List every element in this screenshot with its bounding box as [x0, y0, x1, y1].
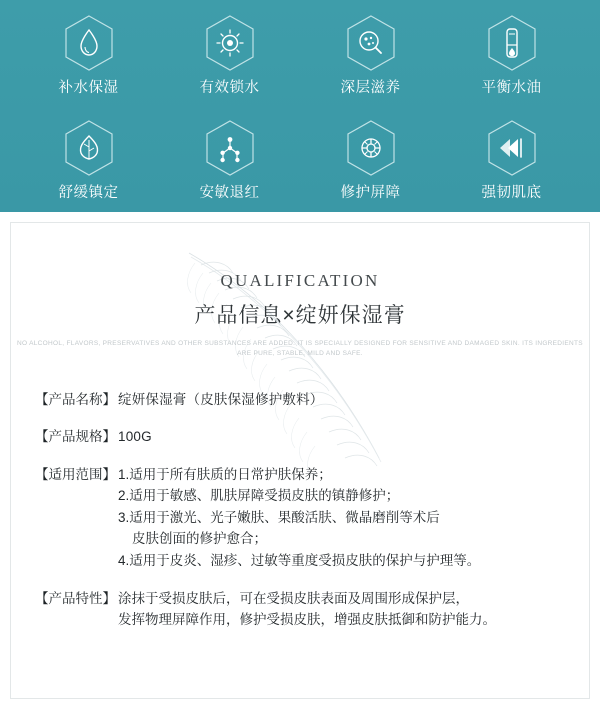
info-value	[116, 464, 563, 572]
info-key: 【产品规格】	[35, 429, 116, 445]
feature-label: 修护屏障	[340, 185, 401, 201]
qualification-title-cn: 产品信息×绽妍保湿膏	[194, 304, 406, 327]
feature-item-strengthen-skin	[452, 119, 572, 202]
feature-item-deep-nourish	[311, 14, 431, 97]
feature-grid	[18, 14, 582, 202]
info-key: 【产品名称】	[35, 391, 116, 407]
feature-item-lock-water	[170, 14, 290, 97]
product-info-list	[11, 389, 589, 631]
feature-band	[0, 0, 600, 212]
feature-item-anti-redness	[170, 119, 290, 202]
info-row-scope	[35, 464, 563, 572]
feature-label: 补水保湿	[58, 80, 119, 96]
info-row-product-name	[35, 389, 563, 411]
feature-label: 安敏退红	[199, 185, 260, 201]
info-line: 1.适用于所有肤质的日常护肤保养；	[118, 466, 332, 482]
info-line: 绽妍保湿膏（皮肤保湿修护敷料）	[118, 391, 324, 407]
info-row-specification	[35, 426, 563, 448]
info-value	[116, 588, 563, 631]
cell-magnify-icon	[345, 14, 397, 72]
info-line: 涂抹于受损皮肤后，可在受损皮肤表面及周围形成保护层，	[118, 590, 469, 606]
feature-label: 深层滋养	[340, 80, 401, 96]
product-info-card	[10, 222, 590, 699]
info-line: 100G	[118, 429, 152, 445]
info-key: 【适用范围】	[35, 466, 116, 482]
feature-item-barrier-repair	[311, 119, 431, 202]
qualification-subtitle: NO ALCOHOL, FLAVORS, PRESERVATIVES AND OTHER SUBSTANCES ARE ADDED. IT IS SPECIALLY DESIGNED FOR SENSITIVE AND DAMAGED SKIN. ITS INGREDIENTS ARE PURE, STABLE, MILD AND SAFE.	[17, 340, 583, 357]
info-line: 皮肤创面的修护愈合；	[132, 531, 267, 547]
molecule-icon	[204, 119, 256, 177]
info-value	[116, 389, 563, 411]
feature-label: 舒缓镇定	[58, 185, 119, 201]
feature-item-hydrating	[29, 14, 149, 97]
sun-lock-icon	[204, 14, 256, 72]
feature-label: 有效锁水	[199, 80, 260, 96]
leaf-soothe-icon	[63, 119, 115, 177]
feature-item-balance-oil	[452, 14, 572, 97]
water-drop-icon	[63, 14, 115, 72]
feature-label: 强韧肌底	[481, 185, 542, 201]
info-line: 4.适用于皮炎、湿疹、过敏等重度受损皮肤的保护与护理等。	[118, 553, 481, 569]
info-line: 发挥物理屏障作用，修护受损皮肤，增强皮肤抵御和防护能力。	[118, 612, 496, 628]
feature-item-soothing	[29, 119, 149, 202]
qualification-title-en: QUALIFICATION	[220, 271, 380, 290]
info-value	[116, 426, 563, 448]
info-row-characteristics	[35, 588, 563, 631]
shield-repair-icon	[345, 119, 397, 177]
test-tube-icon	[486, 14, 538, 72]
card-header	[11, 223, 589, 359]
double-arrow-icon	[486, 119, 538, 177]
feature-row-2	[18, 119, 582, 202]
info-line: 2.适用于敏感、肌肤屏障受损皮肤的镇静修护；	[118, 488, 400, 504]
info-line: 3.适用于激光、光子嫩肤、果酸活肤、微晶磨削等术后	[118, 509, 440, 525]
feature-label: 平衡水油	[481, 80, 542, 96]
info-key: 【产品特性】	[35, 590, 116, 606]
feature-row-1	[18, 14, 582, 97]
